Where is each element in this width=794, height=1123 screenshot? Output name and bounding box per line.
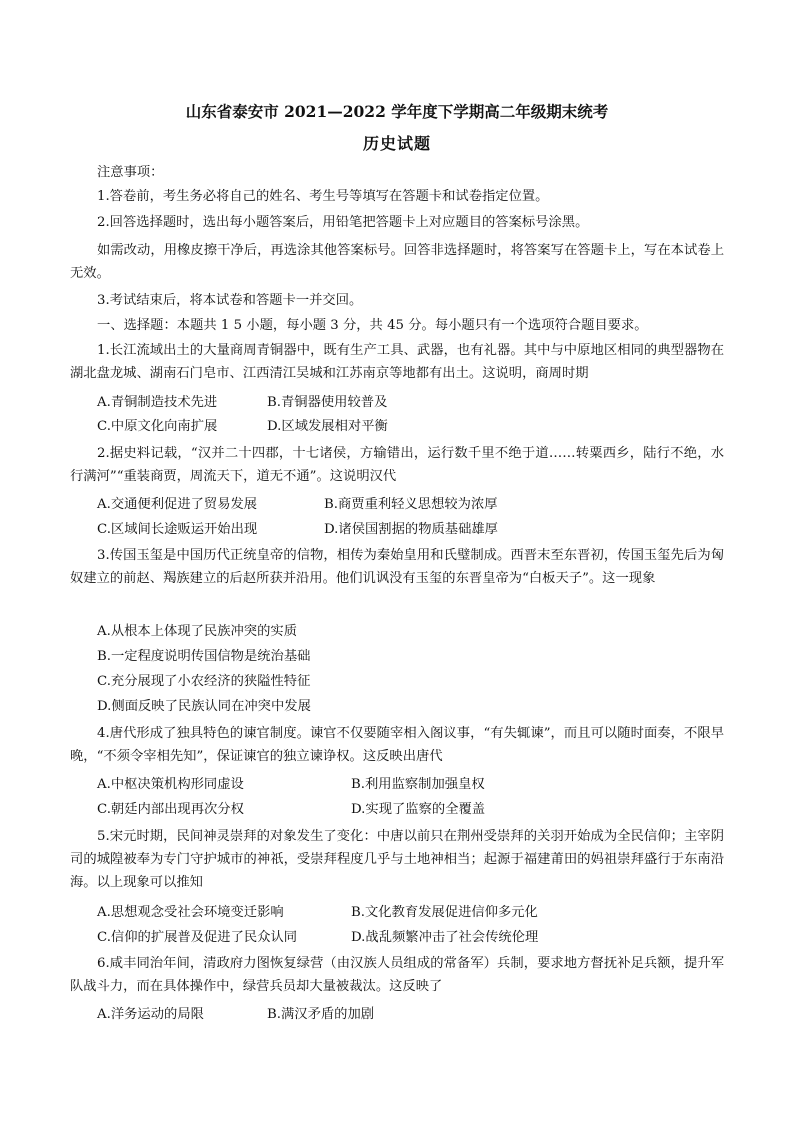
section-heading: 一、选择题：本题共 1 5 小题，每小题 3 分，共 45 分。每小题只有一个选项符合题目要求。 [97, 318, 648, 333]
question-option: B.一定程度说明传国信物是统治基础 [97, 649, 311, 664]
question-stem: 5.宋元时期，民间神灵崇拜的对象发生了变化：中唐以前只在荆州受崇拜的关羽开始成为全民信仰；主宰阴司的城隍被奉为专门守护城市的神祇，受崇拜程度几乎与土地神相当；起源于福建莆田的妈祖崇拜盛行于东南沿海。以上现象可以推知 [70, 829, 724, 891]
question-stem: 6.咸丰同治年间，清政府力图恢复绿营（由汉族人员组成的常备军）兵制，要求地方督抚补足兵额，提升军队战斗力，而在具体操作中，绿营兵员却大量被裁汰。这反映了 [70, 956, 724, 995]
question-option: D.区域发展相对平衡 [267, 419, 388, 434]
question-option: A.洋务运动的局限 [97, 1007, 204, 1022]
question-option: B.青铜器使用较普及 [267, 395, 388, 410]
question-option: B.利用监察制加强皇权 [351, 777, 485, 792]
question-option: D.侧面反映了民族认同在冲突中发展 [97, 699, 311, 714]
question-option: D.实现了监察的全覆盖 [351, 802, 486, 817]
question-stem: 3.传国玉玺是中国历代正统皇帝的信物，相传为秦始皇用和氏璧制成。西晋末至东晋初，传国玉玺先后为匈奴建立的前赵、羯族建立的后赵所获并沿用。他们讥讽没有玉玺的东晋皇帝为“白板天子”。这一现象 [70, 548, 724, 587]
question-option: B.满汉矛盾的加剧 [267, 1007, 375, 1022]
question-option: A.中枢决策机构形同虚设 [97, 777, 244, 792]
question-option: A.交通便利促进了贸易发展 [97, 497, 258, 512]
question-stem: 1.长江流域出土的大量商周青铜器中，既有生产工具、武器，也有礼器。其中与中原地区相同的典型器物在湖北盘龙城、湖南石门皂市、江西清江吴城和江苏南京等地都有出土。这说明，商周时期 [70, 343, 724, 382]
exam-subject-title: 历史试题 [362, 134, 431, 153]
question-option: C.区域间长途贩运开始出现 [97, 522, 258, 537]
question-option: A.思想观念受社会环境变迁影响 [97, 905, 284, 920]
question-option: A.从根本上体现了民族冲突的实质 [97, 624, 297, 639]
notice-heading: 注意事项： [97, 165, 164, 180]
question-option: C.信仰的扩展普及促进了民众认同 [97, 930, 298, 945]
question-option: B.文化教育发展促进信仰多元化 [351, 905, 538, 920]
question-option: A.青铜制造技术先进 [97, 395, 218, 410]
question-option: C.朝廷内部出现再次分权 [97, 802, 244, 817]
notice-item: 3.考试结束后，将本试卷和答题卡一并交回。 [97, 293, 363, 308]
question-stem: 2.据史料记载，“汉并二十四郡，十七诸侯，方输错出，运行数千里不绝于道……转粟西乡，陆行不绝，水行满河”“重装商贾，周流天下，道无不通”。这说明汉代 [70, 446, 724, 485]
notice-item: 如需改动，用橡皮擦干净后，再选涂其他答案标号。回答非选择题时，将答案写在答题卡上，写在本试卷上无效。 [70, 243, 724, 282]
question-option: C.充分展现了小农经济的狭隘性特征 [97, 674, 311, 689]
question-option: B.商贾重利轻义思想较为浓厚 [324, 497, 498, 512]
notice-item: 1.答卷前，考生务必将自己的姓名、考生号等填写在答题卡和试卷指定位置。 [97, 189, 549, 204]
question-option: D.战乱频繁冲击了社会传统伦理 [351, 930, 539, 945]
question-option: D.诸侯国割据的物质基础雄厚 [324, 522, 498, 537]
question-stem: 4.唐代形成了独具特色的谏官制度。谏官不仅要随宰相入阁议事，“有失辄谏”，而且可以随时面奏，不限早晚，“不须令宰相先知”，保证谏官的独立谏诤权。这反映出唐代 [70, 726, 724, 765]
notice-item: 2.回答选择题时，选出每小题答案后，用铅笔把答题卡上对应题目的答案标号涂黑。 [97, 215, 589, 230]
question-option: C.中原文化向南扩展 [97, 419, 218, 434]
exam-title: 山东省泰安市 2021—2022 学年度下学期高二年级期末统考 [185, 102, 609, 121]
